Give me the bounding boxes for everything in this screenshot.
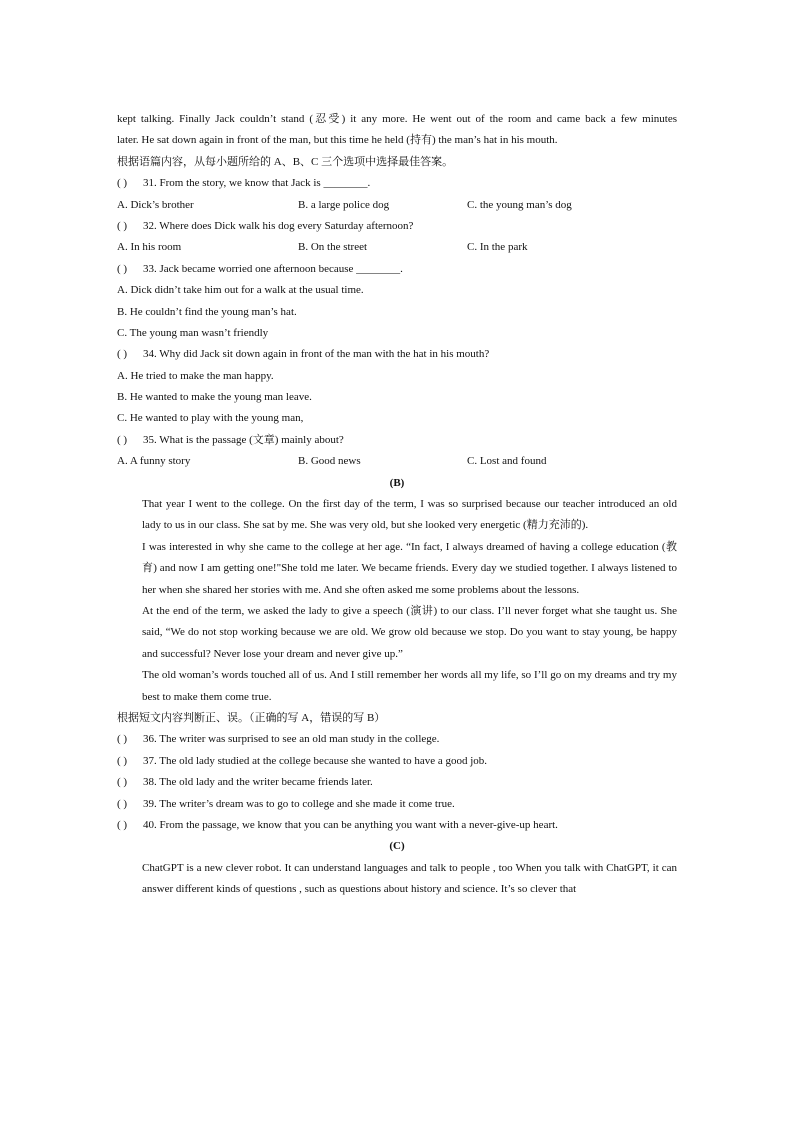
option-c: C. He wanted to play with the young man, <box>117 412 304 425</box>
option-a: A. He tried to make the man happy. <box>117 369 274 382</box>
answer-blank[interactable]: ( ) <box>117 262 128 275</box>
question-31-options <box>117 195 677 216</box>
passage-b-paragraph-2 <box>117 537 677 601</box>
section-c-heading: (C) <box>389 840 405 853</box>
paragraph-text: That year I went to the college. On the first day of the term, I was so surprised because our teacher introduced an old lady to us in our class. She sat by me. She was very old, but she looked very energetic (精力充沛的). <box>142 498 677 532</box>
option-b: B. Good news <box>298 455 361 468</box>
question-stem: 32. Where does Dick walk his dog every Saturday afternoon? <box>143 219 414 232</box>
question-33 <box>117 259 677 280</box>
answer-blank[interactable]: ( ) <box>117 219 128 232</box>
statement-37 <box>117 751 677 772</box>
paragraph-text: At the end of the term, we asked the lady to give a speech (演讲) to our class. I’ll never forget what she taught us. She said, “We do not stop working because we are old. We grow old because we stop. Do you want to stay young, be happy and successful? Never lose your dream and never give up.” <box>142 605 677 660</box>
question-31 <box>117 173 677 194</box>
passage-b-paragraph-1 <box>117 494 677 537</box>
intro-line-2: later. He sat down again in front of the man, but this time he held (持有) the man’s hat in his mouth. <box>117 134 558 147</box>
option-a: A. Dick’s brother <box>117 198 194 211</box>
answer-blank[interactable]: ( ) <box>117 819 128 832</box>
answer-blank[interactable]: ( ) <box>117 433 128 446</box>
option-c: C. The young man wasn’t friendly <box>117 326 269 339</box>
option-b: B. He wanted to make the young man leave. <box>117 391 312 404</box>
option-a: A. In his room <box>117 241 182 254</box>
statement-text: 37. The old lady studied at the college because she wanted to have a good job. <box>143 754 488 767</box>
option-a: A. A funny story <box>117 455 191 468</box>
statement-40 <box>117 815 677 836</box>
answer-blank[interactable]: ( ) <box>117 754 128 767</box>
answer-blank[interactable]: ( ) <box>117 797 128 810</box>
passage-b-paragraph-3 <box>117 601 677 665</box>
answer-blank[interactable]: ( ) <box>117 776 128 789</box>
question-35-options <box>117 451 677 472</box>
section-a-instruction: 根据语篇内容，从每小题所给的 A、B、C 三个选项中选择最佳答案。 <box>117 155 454 168</box>
intro-line-1: kept talking. Finally Jack couldn’t stand (忍受) it any more. He went out of the room and came back a few minutes <box>117 113 677 125</box>
question-stem: 34. Why did Jack sit down again in front of the man with the hat in his mouth? <box>143 348 490 361</box>
statement-text: 40. From the passage, we know that you can be anything you want with a never-give-up heart. <box>143 819 558 832</box>
statement-text: 38. The old lady and the writer became friends later. <box>143 776 373 789</box>
section-b-heading: (B) <box>389 476 405 489</box>
question-32-options <box>117 237 677 258</box>
question-35 <box>117 430 677 451</box>
question-stem: 31. From the story, we know that Jack is ________. <box>143 177 371 190</box>
statement-text: 36. The writer was surprised to see an old man study in the college. <box>143 733 440 746</box>
passage-b-paragraph-4 <box>117 665 677 708</box>
answer-blank[interactable]: ( ) <box>117 177 128 190</box>
statement-text: 39. The writer’s dream was to go to college and she made it come true. <box>143 797 455 810</box>
option-b: B. On the street <box>298 241 368 254</box>
paragraph-text: The old woman’s words touched all of us. And I still remember her words all my life, so I’ll go on my dreams and try my best to make them come true. <box>142 669 677 703</box>
statement-38 <box>117 772 677 793</box>
option-b: B. a large police dog <box>298 198 390 211</box>
passage-c-paragraph-1 <box>117 858 677 901</box>
section-b-instruction: 根据短文内容判断正、误。（正确的写 A，错误的写 B） <box>117 712 386 725</box>
question-34 <box>117 344 677 365</box>
statement-39 <box>117 794 677 815</box>
answer-blank[interactable]: ( ) <box>117 733 128 746</box>
option-c: C. In the park <box>467 241 528 254</box>
option-c: C. Lost and found <box>467 455 547 468</box>
page-content <box>117 109 677 901</box>
option-b: B. He couldn’t find the young man’s hat. <box>117 305 297 318</box>
paragraph-text: I was interested in why she came to the college at her age. “In fact, I always dreamed of having a college education (教育) and now I am getting one!"She told me later. We became friends. Every day we studied together. I always listened to her when she shared her stories with me. And she often asked me some problems about the lessons. <box>142 540 677 596</box>
option-a: A. Dick didn’t take him out for a walk at the usual time. <box>117 284 364 297</box>
question-stem: 35. What is the passage (文章) mainly about? <box>143 433 344 446</box>
question-32 <box>117 216 677 237</box>
question-stem: 33. Jack became worried one afternoon because ________. <box>143 262 403 275</box>
option-c: C. the young man’s dog <box>467 198 572 211</box>
paragraph-text: ChatGPT is a new clever robot. It can understand languages and talk to people , too When you talk with ChatGPT, it can answer different kinds of questions , such as questions about history and science. It’s so clever that <box>142 861 677 896</box>
answer-blank[interactable]: ( ) <box>117 348 128 361</box>
statement-36 <box>117 729 677 750</box>
